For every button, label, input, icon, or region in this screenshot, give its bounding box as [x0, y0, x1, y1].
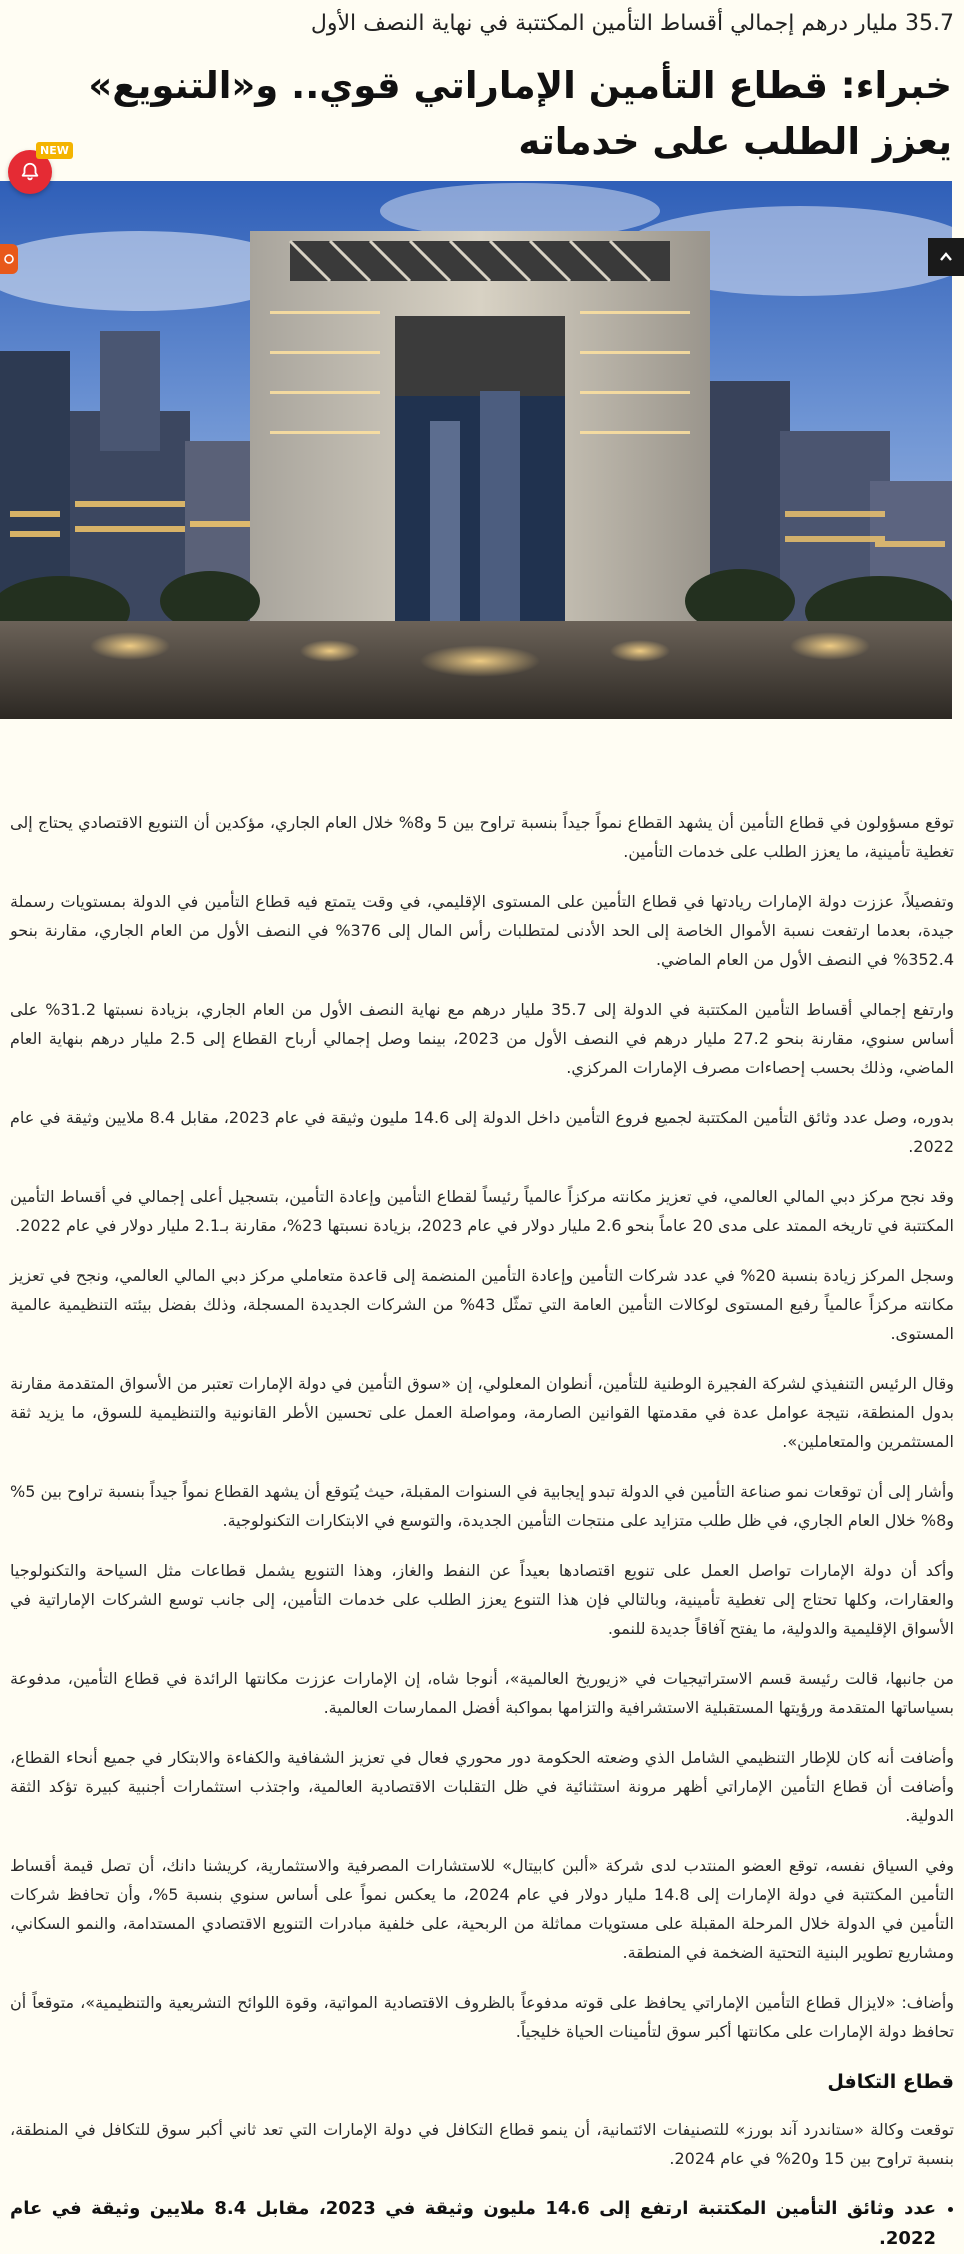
bell-icon — [19, 161, 41, 183]
scroll-to-top-button[interactable] — [928, 238, 964, 276]
paragraph: وارتفع إجمالي أقساط التأمين المكتتبة في الدولة إلى 35.7 مليار درهم مع نهاية النصف الأول من العام الجاري، بزيادة نسبتها 31.2% على أساس سنوي، مقارنة بنحو 27.2 مليار درهم في النصف الأول من 2023، بينما وصل إجمالي أرباح القطاع إلى 2.5 مليار درهم بنهاية العام الماضي، وذلك بحسب إحصاءات مصرف الإمارات المركزي. — [10, 1000, 955, 1077]
highlight-list — [10, 2194, 954, 2254]
article-headline: خبراء: قطاع التأمين الإماراتي قوي.. و«التنويع» يعزز الطلب على خدماته — [88, 64, 952, 163]
side-tab-button[interactable] — [0, 244, 18, 274]
article-subtitle: 35.7 مليار درهم إجمالي أقساط التأمين المكتتبة في نهاية النصف الأول — [310, 11, 954, 36]
paragraph: وفي السياق نفسه، توقع العضو المنتدب لدى شركة «ألبن كابيتال» للاستشارات المصرفية والاستثمارية، كريشنا دانك، أن تصل قيمة أقساط التأمين المكتتبة في دولة الإمارات إلى 14.8 مليار دولار في عام 2024، ما يعكس نمواً على أساس سنوي بنسبة 5%، وأن تحافظ شركات التأمين في الدولة خلال المرحلة المقبلة على مستويات مماثلة من الربحية، على خلفية مبادرات التنويع الاقتصادي المستدامة، والنمو السكاني، ومشاريع تطوير البنية التحتية الضخمة في المنطقة. — [10, 1856, 955, 1962]
highlight-item: • عدد وثائق التأمين المكتتبة ارتفع إلى 14.6 مليون وثيقة في 2023، مقابل 8.4 ملايين وثيقة في عام 2022. — [10, 2194, 936, 2254]
paragraph: وقد نجح مركز دبي المالي العالمي، في تعزيز مكانته مركزاً عالمياً رئيساً لقطاع التأمين وإعادة التأمين، بتسجيل أعلى إجمالي في أقساط التأمين المكتتبة في تاريخه الممتد على مدى 20 عاماً بنحو 2.6 مليار دولار في عام 2023، بزيادة نسبتها 23%، مقارنة بـ2.1 مليار دولار في عام 2022. — [10, 1187, 954, 1235]
paragraph: وتفصيلاً، عززت دولة الإمارات ريادتها في قطاع التأمين على المستوى الإقليمي، في وقت يتمتع فيه قطاع التأمين في الدولة بمستويات رسملة جيدة، بعدما ارتفعت نسبة الأموال الخاصة إلى الحد الأدنى لمتطلبات رأس المال إلى 376% في النصف الأول من العام الجاري، مقارنة بنحو 352.4% في النصف الأول من العام الماضي. — [10, 892, 955, 969]
paragraph: وأضاف: «لايزال قطاع التأمين الإماراتي يحافظ على قوته مدفوعاً بالظروف الاقتصادية المواتية، وقوة اللوائح التشريعية والتنظيمية»، متوقعاً أن تحافظ دولة الإمارات على مكانتها أكبر سوق لتأمينات الحياة خليجياً. — [10, 1993, 954, 2041]
hero-image — [0, 181, 952, 719]
new-badge: NEW — [36, 142, 73, 159]
paragraph: وأكد أن دولة الإمارات تواصل العمل على تنويع اقتصادها بعيداً عن النفط والغاز، وهذا التنويع يشمل قطاعات مثل السياحة والتكنولوجيا والعقارات، وكلها تحتاج إلى تغطية تأمينية، وبالتالي فإن هذا التنوع يعزز الطلب على خدمات التأمين، إلى جانب توسع الشركات الإماراتية في الأسواق الإقليمية والدولية، ما يفتح آفاقاً جديدة للنمو. — [10, 1561, 954, 1638]
paragraph: وسجل المركز زيادة بنسبة 20% في عدد شركات التأمين وإعادة التأمين المنضمة إلى قاعدة متعاملي مركز دبي المالي العالمي، ونجح في تعزيز مكانته مركزاً عالمياً رفيع المستوى لوكالات التأمين العامة التي تمثّل 43% من الشركات الجديدة المسجلة، وذلك بفضل بيئته التنظيمية عالمية المستوى. — [10, 1266, 955, 1343]
section-heading: قطاع التكافل — [827, 2071, 954, 2093]
paragraph: وأضافت أنه كان للإطار التنظيمي الشامل الذي وضعته الحكومة دور محوري فعال في تعزيز الشفافية والكفاءة والابتكار في جميع أنحاء القطاع، وأضافت أن قطاع التأمين الإماراتي أظهر مرونة استثنائية في ظل التقلبات الاقتصادية العالمية، واجتذب استثمارات أجنبية كبيرة تؤكد الثقة الدولية. — [10, 1748, 954, 1825]
paragraph: توقعت وكالة «ستاندرد آند بورز» للتصنيفات الائتمانية، أن ينمو قطاع التكافل في دولة الإمارات التي تعد ثاني أكبر سوق للتكافل في المنطقة، بنسبة تراوح بين 15 و20% في عام 2024. — [10, 2120, 954, 2168]
chevron-up-icon — [938, 249, 954, 265]
paragraph: بدوره، وصل عدد وثائق التأمين المكتتبة لجميع فروع التأمين داخل الدولة إلى 14.6 مليون وثيقة في عام 2023، مقابل 8.4 ملايين وثيقة في عام 2022. — [10, 1108, 955, 1156]
article-body — [10, 808, 954, 2254]
paragraph: من جانبها، قالت رئيسة قسم الاستراتيجيات في «زيوريخ العالمية»، أنوجا شاه، إن الإمارات عززت مكانتها الرائدة في قطاع التأمين، مدفوعة بسياساتها المتقدمة ورؤيتها المستقبلية الاستشرافية والتزامها بمواكبة أفضل الممارسات العالمية. — [10, 1669, 954, 1717]
circle-icon — [3, 253, 15, 265]
paragraph: وأشار إلى أن توقعات نمو صناعة التأمين في الدولة تبدو إيجابية في السنوات المقبلة، حيث يُتوقع أن يشهد القطاع نمواً جيداً بنسبة تراوح بين 5% و8% خلال العام الجاري، في ظل طلب متزايد على منتجات التأمين الجديدة، والتوسع في الابتكارات التكنولوجية. — [10, 1482, 954, 1530]
paragraph: وقال الرئيس التنفيذي لشركة الفجيرة الوطنية للتأمين، أنطوان المعلولي، إن «سوق التأمين في دولة الإمارات تعتبر من الأسواق المتقدمة مقارنة بدول المنطقة، نتيجة عوامل عدة في مقدمتها القوانين الصارمة، ومواصلة العمل على تحسين الأطر القانونية والتنظيمية للسوق، ما يزيد ثقة المستثمرين والمتعاملين». — [10, 1374, 954, 1451]
paragraph: توقع مسؤولون في قطاع التأمين أن يشهد القطاع نمواً جيداً بنسبة تراوح بين 5 و8% خلال العام الجاري، مؤكدين أن التنويع الاقتصادي يحتاج إلى تغطية تأمينية، ما يعزز الطلب على خدمات التأمين. — [10, 813, 955, 861]
